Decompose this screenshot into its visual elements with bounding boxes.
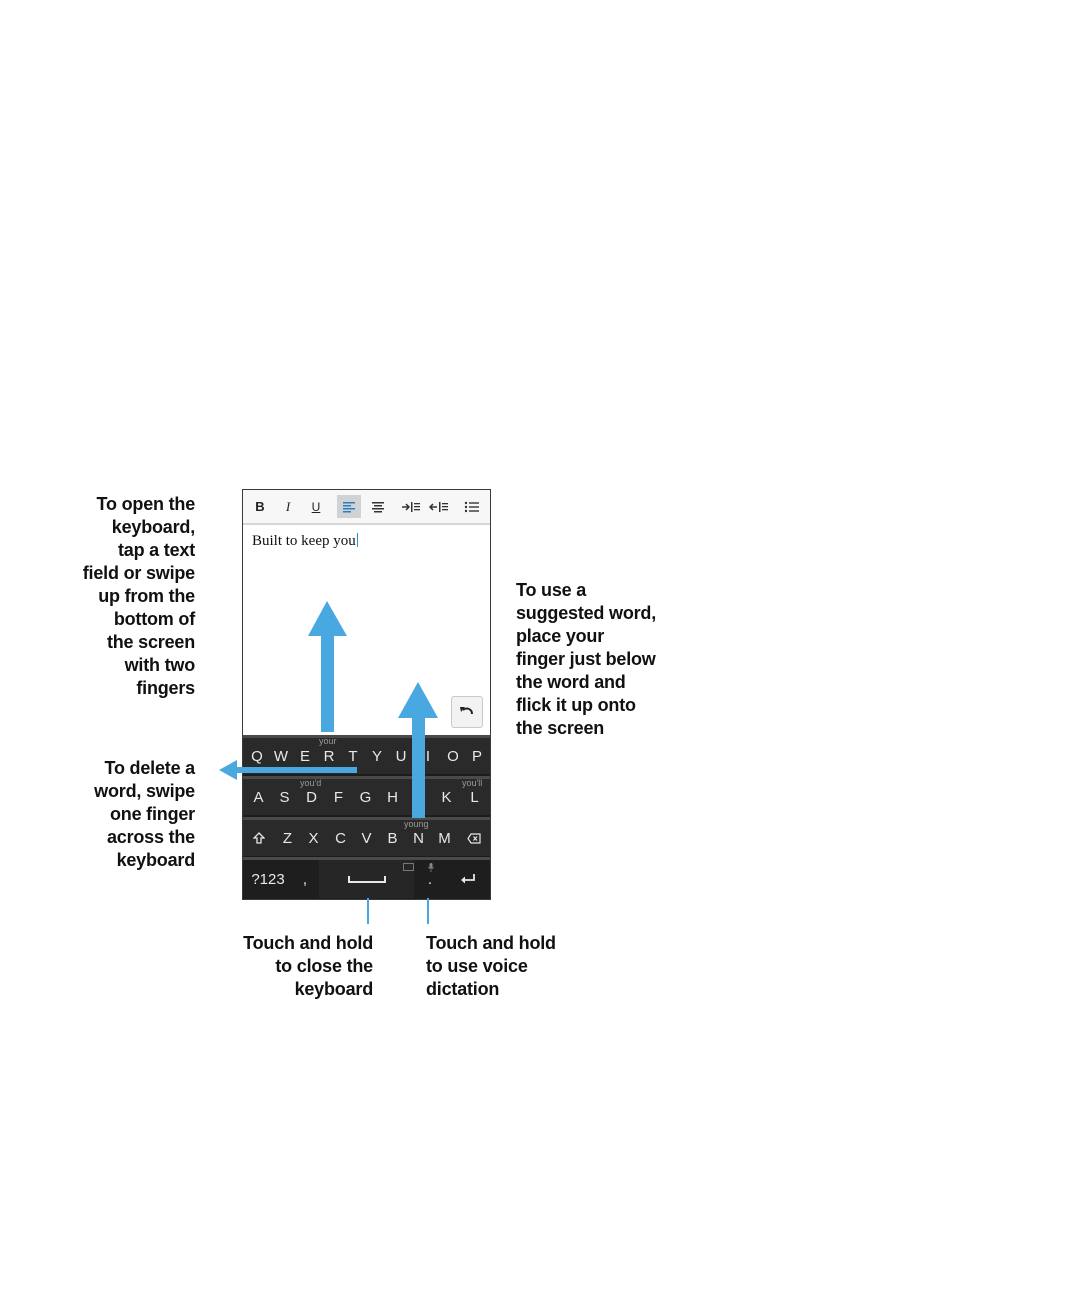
key-w[interactable]: W: [273, 747, 289, 765]
key-t[interactable]: T: [348, 747, 358, 765]
suggestion-youd[interactable]: you'd: [300, 778, 322, 788]
key-l[interactable]: L: [470, 788, 479, 806]
callout-close-keyboard: Touch and hold to close the keyboard: [243, 933, 373, 999]
editor-text: Built to keep you: [252, 533, 356, 549]
key-u[interactable]: U: [395, 747, 407, 765]
key-x[interactable]: X: [308, 829, 319, 847]
key-y[interactable]: Y: [371, 747, 382, 765]
period-key[interactable]: .: [427, 870, 433, 888]
key-p[interactable]: P: [471, 747, 482, 765]
swipe-left-arrow: [219, 760, 357, 780]
numbers-key[interactable]: ?123: [251, 870, 285, 888]
suggestion-young[interactable]: young: [404, 819, 429, 829]
key-a[interactable]: A: [253, 788, 264, 806]
key-b[interactable]: B: [387, 829, 398, 847]
key-f[interactable]: F: [333, 788, 344, 806]
key-c[interactable]: C: [335, 829, 346, 847]
comma-key[interactable]: ,: [302, 870, 308, 888]
callout-delete-word: To delete a word, swipe one finger across the keyboard: [94, 758, 195, 870]
key-q[interactable]: Q: [251, 747, 263, 765]
key-e[interactable]: E: [299, 747, 310, 765]
key-d[interactable]: D: [306, 788, 317, 806]
flick-up-arrow: [398, 682, 438, 818]
key-h[interactable]: H: [387, 788, 398, 806]
key-n[interactable]: N: [413, 829, 424, 847]
key-s[interactable]: S: [279, 788, 290, 806]
key-i[interactable]: I: [425, 747, 431, 765]
key-k[interactable]: K: [441, 788, 452, 806]
key-o[interactable]: O: [447, 747, 459, 765]
key-z[interactable]: Z: [282, 829, 293, 847]
key-r[interactable]: R: [323, 747, 335, 765]
swipe-up-arrow: [308, 601, 347, 732]
callout-open-keyboard: To open the keyboard, tap a text field or swipe up from the bottom of the screen with two fingers: [82, 494, 195, 698]
suggestion-your[interactable]: your: [319, 736, 337, 746]
bold-button[interactable]: B: [255, 499, 265, 514]
italic-button[interactable]: I: [285, 498, 291, 514]
callout-suggested-word: To use a suggested word, place your finger just below the word and flick it up onto the screen: [516, 580, 657, 738]
callout-voice-dictation: Touch and hold to use voice dictation: [426, 933, 556, 999]
key-v[interactable]: V: [361, 829, 372, 847]
underline-button[interactable]: U: [311, 499, 321, 514]
suggestion-youll[interactable]: you'll: [462, 778, 483, 788]
key-g[interactable]: G: [359, 788, 372, 806]
close-keyboard-leader-line: [367, 898, 369, 924]
key-m[interactable]: M: [438, 829, 451, 847]
voice-dictation-leader-line: [427, 898, 429, 924]
